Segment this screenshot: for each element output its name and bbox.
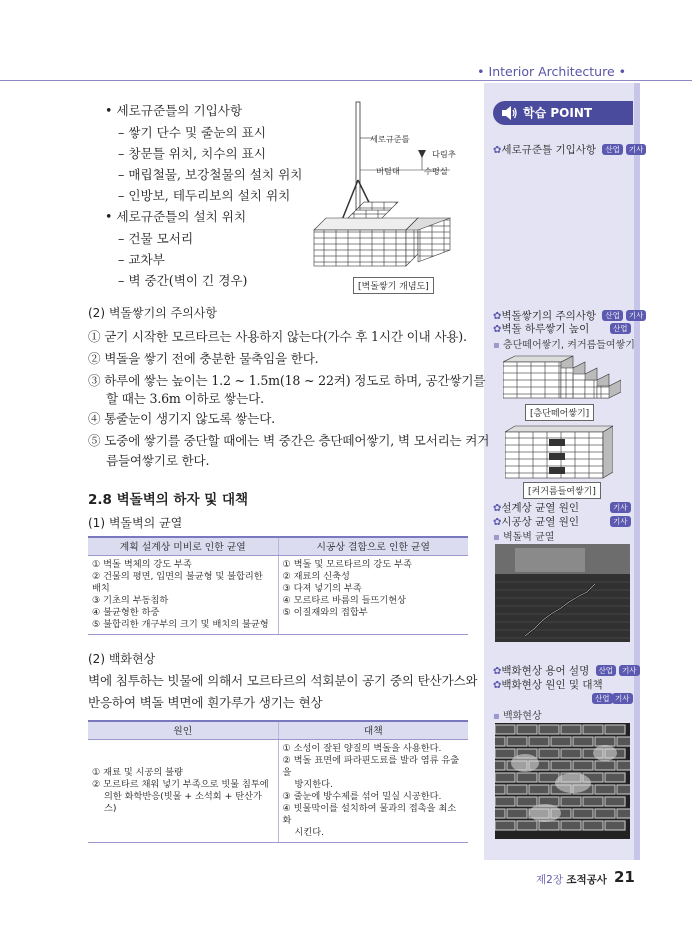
tag-industrial: 산업 bbox=[596, 665, 617, 676]
sidebar-point-7: ✿백화현상 원인 및 대책 bbox=[493, 679, 603, 691]
tag-engineer: 기사 bbox=[610, 502, 631, 513]
section-heading-cracks: (1) 벽돌벽의 균열 bbox=[88, 516, 183, 530]
label-brace: 버팀대 bbox=[376, 166, 400, 176]
crack-causes-table bbox=[88, 536, 468, 635]
sidebar-sub-2: ▪ 벽돌벽 균열 bbox=[493, 532, 555, 543]
sidebar-edge-tab bbox=[634, 83, 640, 860]
header-title-text: Interior Architecture bbox=[488, 64, 615, 79]
stepped-bond-caption: [층단떼어쌓기] bbox=[525, 404, 594, 421]
flower-icon: ✿ bbox=[493, 680, 502, 691]
table-cell: ① 벽돌 및 모르타르의 강도 부족 ② 재료의 신축성 ③ 다져 넣기의 부족 ④ 모르타르 바름의 들뜨기현상 ⑤ 이질재와의 접합부 bbox=[278, 555, 468, 634]
sidebar-sub-3: ▪ 백화현상 bbox=[493, 711, 542, 722]
toothing-bond-illustration bbox=[505, 424, 613, 479]
speaker-icon bbox=[501, 106, 517, 120]
header-title: • Interior Architecture • bbox=[471, 64, 632, 79]
list-item: – 교차부 bbox=[118, 252, 165, 267]
list-item: – 건물 모서리 bbox=[118, 231, 194, 246]
page-top-margin bbox=[0, 0, 692, 68]
toothing-bond-caption: [켜거름들여쌓기] bbox=[523, 482, 601, 499]
label-story-pole: 세로규준틀 bbox=[370, 134, 410, 144]
efflorescence-description: 벽에 침투하는 빗물에 의해서 모르타르의 석회분이 공기 중의 탄산가스와 bbox=[88, 673, 478, 688]
list-item: 할 때는 3.6m 이하로 쌓는다. bbox=[106, 391, 264, 406]
tag-engineer: 기사 bbox=[619, 665, 640, 676]
brick-laying-concept-diagram bbox=[300, 100, 480, 295]
tag-industrial: 산업 bbox=[602, 310, 623, 321]
table-cell: ① 소성이 잘된 양질의 벽돌을 사용한다. ② 벽돌 표면에 파라핀도료를 발라 염류 유출을 방지한다. ③ 줄눈에 방수제를 섞어 밀실 시공한다. ④ 빗물막이를 설치하여 물과의 접촉을 최소화 시킨다. bbox=[278, 739, 468, 842]
point-label-en: POINT bbox=[550, 106, 593, 120]
list-item: – 인방보, 테두리보의 설치 위치 bbox=[118, 188, 291, 203]
list-item: ② 벽돌을 쌓기 전에 충분한 물축임을 한다. bbox=[88, 351, 319, 366]
sidebar-point-6: ✿백화현상 용어 설명 산업 기사 bbox=[493, 663, 640, 678]
learning-point-badge bbox=[493, 101, 633, 125]
efflorescence-table bbox=[88, 720, 468, 843]
flower-icon: ✿ bbox=[493, 311, 502, 322]
table-cell: ① 벽돌 벽체의 강도 부족 ② 건물의 평면, 입면의 불균형 및 불합리한 배치 ③ 기초의 부동침하 ④ 불균형한 하중 ⑤ 불합리한 개구부의 크기 및 배치의 불균형 bbox=[88, 555, 278, 634]
list-item: ④ 통줄눈이 생기지 않도록 쌓는다. bbox=[88, 411, 275, 426]
flower-icon: ✿ bbox=[493, 324, 502, 335]
bullet-story-pole-locations: • 세로규준틀의 설치 위치 bbox=[105, 209, 247, 224]
sidebar-point-2: ✿벽돌쌓기의 주의사항 산업 기사 bbox=[493, 308, 646, 323]
sidebar-sub-1: ▪ 층단떼어쌓기, 켜거름들여쌓기 bbox=[493, 340, 635, 351]
point-label-kr: 학습 bbox=[523, 106, 547, 120]
tag-engineer: 기사 bbox=[612, 693, 633, 704]
list-item: ⑤ 도중에 쌓기를 중단할 때에는 벽 중간은 층단떼어쌓기, 벽 모서리는 켜거 bbox=[88, 433, 490, 448]
sidebar-point-4: ✿설계상 균열 원인 bbox=[493, 502, 580, 514]
concept-diagram-caption: [벽돌쌓기 개념도] bbox=[353, 277, 434, 294]
bullet-story-pole-entries: • 세로규준틀의 기입사항 bbox=[105, 103, 243, 118]
table-header: 계획 설계상 미비로 인한 균열 bbox=[88, 537, 278, 555]
list-item: – 벽 중간(벽이 긴 경우) bbox=[118, 273, 248, 288]
table-header: 시공상 결함으로 인한 균열 bbox=[278, 537, 468, 555]
list-item: – 매립철물, 보강철물의 설치 위치 bbox=[118, 167, 303, 182]
efflorescence-wall-photo bbox=[495, 723, 630, 839]
table-header: 대책 bbox=[278, 721, 468, 739]
header-rule bbox=[0, 80, 692, 81]
chapter-heading: 2.8 벽돌벽의 하자 및 대책 bbox=[88, 492, 249, 508]
flower-icon: ✿ bbox=[493, 666, 502, 677]
flower-icon: ✿ bbox=[493, 517, 502, 528]
tag-industrial: 산업 bbox=[602, 144, 623, 155]
sidebar-point-3: ✿벽돌 하루쌓기 높이 bbox=[493, 323, 590, 335]
table-header: 원인 bbox=[88, 721, 278, 739]
cracked-wall-photo bbox=[495, 544, 630, 642]
sidebar-point-5: ✿시공상 균열 원인 bbox=[493, 516, 580, 528]
efflorescence-description: 반응하여 벽돌 벽면에 흰가루가 생기는 현상 bbox=[88, 695, 323, 710]
stepped-bond-illustration bbox=[503, 352, 621, 400]
tag-industrial: 산업 bbox=[592, 693, 613, 704]
list-item: 름들여쌓기로 한다. bbox=[106, 453, 210, 468]
label-plumb-bob: 다림추 bbox=[432, 149, 456, 159]
tag-engineer: 기사 bbox=[610, 516, 631, 527]
list-item: – 쌓기 단수 및 줄눈의 표시 bbox=[118, 125, 266, 140]
tag-engineer: 기사 bbox=[626, 144, 647, 155]
tag-engineer: 기사 bbox=[626, 310, 647, 321]
section-heading-efflorescence: (2) 백화현상 bbox=[88, 652, 156, 666]
list-item: – 창문틀 위치, 치수의 표시 bbox=[118, 146, 266, 161]
footer-chapter: 제2장 조적공사 bbox=[536, 874, 607, 886]
tag-industrial: 산업 bbox=[610, 323, 631, 334]
list-item: ① 굳기 시작한 모르타르는 사용하지 않는다(가수 후 1시간 이내 사용). bbox=[88, 329, 467, 344]
sidebar-point-1: ✿세로규준틀 기입사항 산업 기사 bbox=[493, 142, 646, 157]
page-number: 21 bbox=[614, 868, 635, 886]
flower-icon: ✿ bbox=[493, 503, 502, 514]
flower-icon: ✿ bbox=[493, 145, 502, 156]
table-cell: ① 재료 및 시공의 불량 ② 모르타르 채워 넣기 부족으로 빗물 침투에 의한 화학반응(빗물 + 소석회 + 탄산가스) bbox=[88, 739, 278, 842]
section-heading-precautions: (2) 벽돌쌓기의 주의사항 bbox=[88, 306, 217, 320]
label-level-line: 수평실 bbox=[424, 166, 448, 176]
list-item: ③ 하루에 쌓는 높이는 1.2 ~ 1.5m(18 ~ 22켜) 정도로 하며, 공간쌓기를 bbox=[88, 373, 486, 388]
